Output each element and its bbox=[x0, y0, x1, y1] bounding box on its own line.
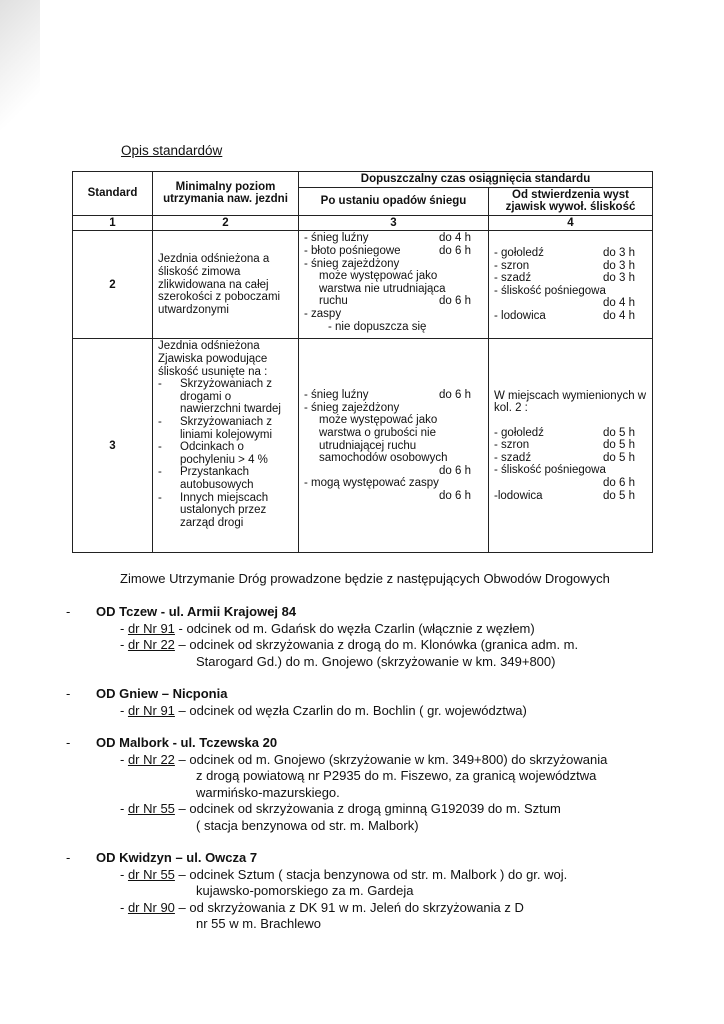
time-line bbox=[304, 232, 483, 245]
slip-intro: W miejscach wymienionych w kol. 2 : bbox=[494, 389, 647, 415]
district-block bbox=[66, 735, 706, 834]
time-label: - śliskość pośniegowa bbox=[494, 284, 606, 297]
segment-continuation: Starogard Gd.) do m. Gnojewo (skrzyżowanie w km. 349+800) bbox=[196, 653, 556, 669]
segment-dash: - bbox=[120, 801, 128, 816]
time-label: - śliskość pośniegowa bbox=[494, 464, 606, 477]
time-value bbox=[439, 321, 483, 334]
segment-continuation: kujawsko-pomorskiego za m. Gardeja bbox=[196, 883, 414, 898]
time-value: do 4 h bbox=[603, 297, 635, 310]
road-segment bbox=[66, 867, 706, 900]
time-value: do 4 h bbox=[603, 310, 635, 323]
districts-list bbox=[66, 604, 706, 949]
time-value: do 3 h bbox=[603, 272, 635, 285]
time-line bbox=[304, 389, 483, 402]
time-line bbox=[304, 308, 483, 321]
time-line bbox=[494, 439, 647, 452]
time-label: - śnieg luźny bbox=[304, 232, 369, 245]
time-line bbox=[494, 260, 647, 273]
list-item-text: Innych miejscach ustalonych przez zarząd drogi bbox=[180, 491, 269, 529]
segment-line bbox=[120, 867, 706, 884]
time-value: do 5 h bbox=[603, 489, 635, 502]
district-block bbox=[66, 850, 706, 933]
time-label: - śnieg zajeżdżony bbox=[304, 401, 400, 414]
segment-dash: - bbox=[120, 637, 128, 652]
time-line bbox=[494, 272, 647, 285]
bullet-dash: - bbox=[158, 441, 162, 454]
bullet-dash: - bbox=[158, 466, 162, 479]
snow-times bbox=[299, 231, 489, 339]
segment-text: – od skrzyżowania z DK 91 w m. Jeleń do skrzyżowania z D bbox=[174, 899, 524, 915]
road-segment bbox=[66, 752, 706, 802]
district-title bbox=[66, 604, 706, 621]
district-title bbox=[66, 735, 706, 752]
time-value: do 6 h bbox=[439, 244, 471, 257]
time-line bbox=[304, 245, 483, 258]
district-name: OD Gniew – Nicponia bbox=[96, 686, 228, 701]
time-label: - gołoledź bbox=[494, 426, 544, 439]
time-value bbox=[439, 427, 483, 440]
time-value bbox=[439, 440, 483, 453]
list-item-text: Przystankach autobusowych bbox=[180, 466, 254, 491]
time-label: - zaspy bbox=[304, 307, 342, 320]
road-number: dr Nr 22 bbox=[127, 637, 175, 652]
time-value bbox=[439, 402, 483, 415]
snow-times bbox=[299, 339, 489, 553]
time-value: do 6 h bbox=[439, 295, 471, 308]
district-name: OD Kwidzyn – ul. Owcza 7 bbox=[96, 850, 258, 865]
time-label: ruchu bbox=[319, 295, 348, 308]
district-dash: - bbox=[66, 604, 71, 619]
district-block bbox=[66, 686, 706, 719]
level-description: Jezdnia odśnieżona a śliskość zimowa zlikwidowana na całej szerokości z poboczami utwardzonymi bbox=[153, 231, 299, 339]
time-label: - szadź bbox=[494, 272, 532, 285]
road-number: dr Nr 91 bbox=[127, 620, 175, 636]
time-line bbox=[304, 402, 483, 415]
standard-value: 3 bbox=[73, 339, 153, 553]
segment-dash: - bbox=[120, 866, 128, 882]
time-label bbox=[494, 297, 603, 310]
time-line bbox=[494, 297, 647, 310]
time-label bbox=[304, 465, 439, 478]
segment-continuation: nr 55 w m. Brachlewo bbox=[196, 916, 321, 931]
road-segment bbox=[66, 621, 706, 638]
district-block bbox=[66, 604, 706, 670]
list-item bbox=[158, 492, 293, 530]
time-label: - błoto pośniegowe bbox=[304, 244, 401, 257]
district-name: OD Tczew - ul. Armii Krajowej 84 bbox=[96, 604, 297, 619]
time-label: - szron bbox=[494, 259, 530, 272]
time-line bbox=[304, 270, 483, 283]
time-label: - śnieg luźny bbox=[304, 389, 369, 402]
time-label bbox=[304, 490, 439, 503]
time-value: do 6 h bbox=[603, 477, 635, 490]
segment-text: - odcinek od m. Gdańsk do węzła Czarlin (włącznie z węzłem) bbox=[174, 620, 535, 636]
road-number: dr Nr 55 bbox=[127, 866, 175, 882]
time-label: może występować jako bbox=[319, 414, 438, 427]
list-item bbox=[158, 378, 293, 416]
table-row bbox=[73, 231, 653, 339]
time-label: - szadź bbox=[494, 451, 532, 464]
time-line bbox=[304, 477, 483, 490]
time-line bbox=[304, 440, 483, 453]
header-standard: Standard bbox=[73, 172, 153, 216]
header-from-detection: Od stwierdzenia wyst zjawisk wywoł. śliskość bbox=[489, 187, 653, 215]
road-number: dr Nr 55 bbox=[127, 801, 175, 816]
time-label: utrudniającej ruchu bbox=[319, 439, 417, 452]
time-value: do 6 h bbox=[439, 389, 471, 402]
time-line bbox=[494, 427, 647, 440]
time-line bbox=[494, 464, 647, 477]
time-value bbox=[439, 308, 483, 321]
header-allowed-time: Dopuszczalny czas osiągnięcia standardu bbox=[299, 172, 653, 188]
segment-line bbox=[120, 621, 706, 638]
header-after-snow: Po ustaniu opadów śniegu bbox=[299, 187, 489, 215]
col-number: 3 bbox=[299, 215, 489, 231]
time-line bbox=[304, 321, 483, 334]
segment-text: – odcinek od węzła Czarlin do m. Bochlin ( gr. województwa) bbox=[174, 702, 527, 718]
time-label: - śnieg zajeżdżony bbox=[304, 257, 400, 270]
time-line bbox=[304, 452, 483, 465]
district-title bbox=[66, 850, 706, 867]
road-segment bbox=[66, 703, 706, 720]
list-item bbox=[158, 466, 293, 491]
time-label: samochodów osobowych bbox=[319, 452, 448, 465]
time-value: do 5 h bbox=[603, 426, 635, 439]
time-line bbox=[304, 465, 483, 478]
time-value bbox=[439, 414, 483, 427]
time-label: - lodowica bbox=[494, 310, 546, 323]
time-value bbox=[606, 464, 647, 477]
time-label: - szron bbox=[494, 439, 530, 452]
time-value: do 3 h bbox=[603, 259, 635, 272]
segment-text: – odcinek Sztum ( stacja benzynowa od str. m. Malbork ) do gr. woj. bbox=[174, 866, 568, 882]
list-item-text: Odcinkach o pochyleniu > 4 % bbox=[180, 441, 268, 466]
time-line bbox=[494, 490, 647, 503]
list-item bbox=[158, 416, 293, 441]
slip-times bbox=[489, 231, 653, 339]
segment-continuation: ( stacja benzynowa od str. m. Malbork) bbox=[196, 817, 419, 833]
time-value bbox=[446, 283, 483, 296]
segment-line bbox=[120, 752, 706, 769]
time-label: może występować jako bbox=[319, 270, 438, 283]
district-dash: - bbox=[66, 686, 71, 701]
standards-table bbox=[72, 171, 653, 553]
district-title bbox=[66, 686, 706, 703]
bullet-dash: - bbox=[158, 415, 162, 428]
list-item-text: Skrzyżowaniach z drogami o nawierzchni twardej bbox=[180, 378, 281, 416]
segment-text: – odcinek od skrzyżowania z drogą do m. Klonówka (granica adm. m. bbox=[174, 637, 579, 652]
time-line bbox=[494, 452, 647, 465]
time-label: -lodowica bbox=[494, 489, 543, 502]
list-item-text: Skrzyżowaniach z liniami kolejowymi bbox=[180, 415, 273, 441]
time-line bbox=[494, 310, 647, 323]
col-number: 1 bbox=[73, 215, 153, 231]
col-number: 4 bbox=[489, 215, 653, 231]
road-segment bbox=[66, 900, 706, 933]
col-number: 2 bbox=[153, 215, 299, 231]
segment-text: – odcinek od m. Gnojewo (skrzyżowanie w km. 349+800) do skrzyżowania bbox=[174, 751, 608, 767]
level-list bbox=[158, 378, 293, 529]
segment-line bbox=[120, 703, 706, 720]
time-label bbox=[494, 477, 603, 490]
time-line bbox=[494, 247, 647, 260]
time-label: warstwa o grubości nie bbox=[319, 426, 436, 439]
segment-continuation: warmińsko-mazurskiego. bbox=[196, 784, 340, 800]
list-item bbox=[158, 441, 293, 466]
segment-dash: - bbox=[120, 751, 128, 767]
segment-continuation: z drogą powiatową nr P2935 do m. Fiszewo, za granicą województwa bbox=[196, 768, 597, 783]
time-line bbox=[494, 477, 647, 490]
time-value: do 6 h bbox=[439, 464, 471, 477]
time-line bbox=[304, 427, 483, 440]
time-line bbox=[304, 414, 483, 427]
time-label: - nie dopuszcza się bbox=[328, 320, 427, 333]
time-line bbox=[304, 295, 483, 308]
district-dash: - bbox=[66, 735, 71, 750]
time-value bbox=[439, 258, 483, 271]
time-label: - gołoledź bbox=[494, 247, 544, 260]
time-value: do 3 h bbox=[603, 247, 635, 260]
segment-text: – odcinek od skrzyżowania z drogą gminną G192039 do m. Sztum bbox=[174, 801, 561, 816]
bullet-dash: - bbox=[158, 491, 162, 504]
time-label: warstwa nie utrudniająca bbox=[319, 282, 446, 295]
road-number: dr Nr 90 bbox=[127, 899, 175, 915]
segment-line bbox=[120, 637, 706, 654]
level-intro: Jezdnia odśnieżona Zjawiska powodujące śliskość usunięte na : bbox=[158, 340, 268, 378]
road-number: dr Nr 91 bbox=[127, 702, 175, 718]
time-value bbox=[448, 452, 484, 465]
time-line bbox=[494, 285, 647, 298]
segment-dash: - bbox=[120, 899, 128, 915]
district-name: OD Malbork - ul. Tczewska 20 bbox=[96, 735, 278, 750]
road-segment bbox=[66, 637, 706, 670]
segment-dash: - bbox=[120, 702, 128, 718]
standard-value: 2 bbox=[73, 231, 153, 339]
time-value bbox=[606, 285, 647, 298]
road-segment bbox=[66, 801, 706, 834]
scan-artifact bbox=[0, 0, 40, 150]
bullet-dash: - bbox=[158, 378, 162, 391]
time-value bbox=[439, 477, 483, 490]
time-line bbox=[304, 283, 483, 296]
table-row bbox=[73, 339, 653, 553]
time-value: do 6 h bbox=[439, 489, 471, 502]
page-heading: Opis standardów bbox=[121, 143, 223, 158]
segment-line bbox=[120, 900, 706, 917]
time-value: do 5 h bbox=[603, 439, 635, 452]
segment-dash: - bbox=[120, 620, 128, 636]
segment-line bbox=[120, 801, 706, 818]
time-value: do 5 h bbox=[603, 451, 635, 464]
time-label: - mogą występować zaspy bbox=[304, 477, 439, 490]
time-value bbox=[439, 270, 483, 283]
header-min-level: Minimalny poziom utrzymania naw. jezdni bbox=[153, 172, 299, 216]
slip-times bbox=[489, 339, 653, 553]
districts-intro: Zimowe Utrzymanie Dróg prowadzone będzie z następujących Obwodów Drogowych bbox=[120, 571, 610, 586]
time-value: do 4 h bbox=[439, 232, 471, 245]
time-line bbox=[304, 258, 483, 271]
district-dash: - bbox=[66, 850, 71, 865]
time-line bbox=[304, 490, 483, 503]
road-number: dr Nr 22 bbox=[127, 751, 175, 767]
level-description bbox=[153, 339, 299, 553]
